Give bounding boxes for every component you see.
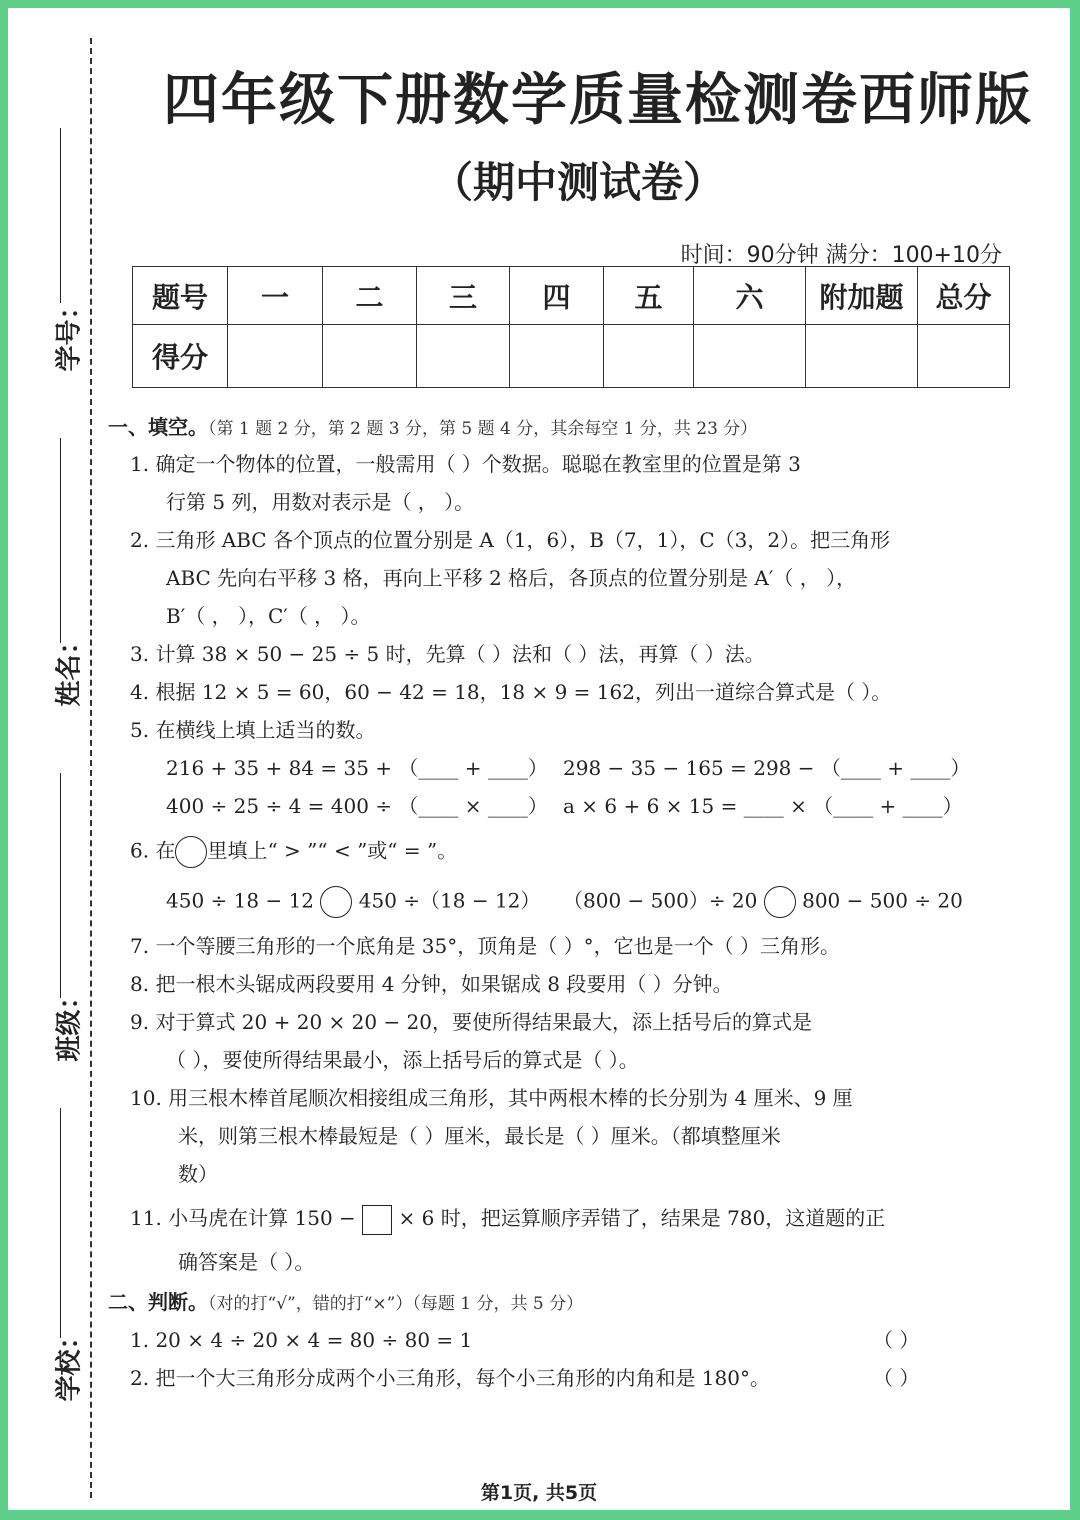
section1-note: （第 1 题 2 分，第 2 题 3 分，第 5 题 4 分，其余每空 1 分，共 23 分） bbox=[208, 419, 758, 439]
score-header-bonus: 附加题 bbox=[806, 267, 918, 325]
answer-box[interactable] bbox=[362, 1205, 392, 1235]
question-6-right-expr-b: 800 − 500 ÷ 20 bbox=[802, 888, 963, 913]
question-2-line-2: ABC 先向右平移 3 格，再向上平移 2 格后，各顶点的位置分别是 A′（ ， ）， bbox=[166, 566, 857, 590]
score-header-1: 一 bbox=[228, 267, 323, 325]
question-6-right-expr-a: （800 − 500）÷ 20 bbox=[563, 888, 758, 913]
question-11-line-1 bbox=[130, 1204, 885, 1235]
score-header-4: 四 bbox=[510, 267, 604, 325]
question-6 bbox=[130, 836, 457, 868]
score-header-3: 三 bbox=[417, 267, 510, 325]
question-10-line-3: 数） bbox=[178, 1162, 218, 1186]
question-1-line-1: 1. 确定一个物体的位置，一般需用（ ）个数据。聪聪在教室里的位置是第 3 bbox=[130, 452, 801, 476]
judge-question-1: 1. 20 × 4 ÷ 20 × 4 = 80 ÷ 80 = 1 bbox=[130, 1328, 473, 1352]
question-5-left-1: 216 + 35 + 84 = 35 + （____ + ____） bbox=[166, 756, 548, 780]
score-row-label: 得分 bbox=[133, 325, 228, 388]
question-6-right bbox=[563, 886, 963, 918]
score-cell[interactable] bbox=[918, 325, 1010, 388]
question-9-line-2: （ ），要使所得结果最小，添上括号后的算式是（ ）。 bbox=[166, 1048, 639, 1072]
score-header-2: 二 bbox=[323, 267, 417, 325]
score-cell[interactable] bbox=[806, 325, 918, 388]
time-score-info: 时间：90分钟 满分：100+10分 bbox=[680, 243, 1002, 268]
student-name-field[interactable] bbox=[30, 438, 90, 718]
class-label: 班级： bbox=[54, 983, 85, 1062]
question-8: 8. 把一根木头锯成两段要用 4 分钟，如果锯成 8 段要用（ ）分钟。 bbox=[130, 972, 733, 996]
student-id-field[interactable] bbox=[30, 128, 90, 372]
question-9-line-1: 9. 对于算式 20 + 20 × 20 − 20，要使所得结果最大，添上括号后的算式是 bbox=[130, 1010, 813, 1034]
student-id-underline bbox=[60, 128, 61, 303]
score-cell[interactable] bbox=[604, 325, 694, 388]
exam-title: 四年级下册数学质量检测卷西师版 bbox=[163, 68, 1033, 133]
question-6-left bbox=[166, 886, 540, 918]
question-5: 5. 在横线上填上适当的数。 bbox=[130, 718, 376, 742]
question-6-suffix: 里填上“ > ”“ < ”或“ = ”。 bbox=[207, 838, 458, 863]
student-id-label: 学号： bbox=[54, 293, 85, 372]
score-header-total: 总分 bbox=[918, 267, 1010, 325]
judge-question-2: 2. 把一个大三角形分成两个小三角形，每个小三角形的内角和是 180°。 bbox=[130, 1366, 770, 1390]
answer-circle[interactable] bbox=[320, 886, 352, 918]
score-header-tihao: 题号 bbox=[133, 267, 228, 325]
question-11-suffix: × 6 时，把运算顺序弄错了，结果是 780，这道题的正 bbox=[398, 1206, 886, 1230]
question-2-line-1: 2. 三角形 ABC 各个顶点的位置分别是 A（1，6），B（7，1），C（3，2）。把三角形 bbox=[130, 528, 891, 552]
score-cell[interactable] bbox=[417, 325, 510, 388]
judge-answer-2[interactable]: （ ） bbox=[873, 1366, 920, 1390]
question-11-line-2: 确答案是（ ）。 bbox=[178, 1250, 315, 1274]
question-1-line-2: 行第 5 列，用数对表示是（ ， ）。 bbox=[166, 490, 475, 514]
question-4: 4. 根据 12 × 5 = 60，60 − 42 = 18，18 × 9 = 162，列出一道综合算式是（ ）。 bbox=[130, 680, 892, 704]
score-header-5: 五 bbox=[604, 267, 694, 325]
question-5-right-2: a × 6 + 6 × 15 = ____ × （____ + ____） bbox=[563, 794, 963, 818]
exam-page bbox=[8, 8, 1070, 1510]
student-name-label: 姓名： bbox=[54, 628, 85, 707]
score-header-6: 六 bbox=[694, 267, 806, 325]
section1-heading-line bbox=[108, 413, 757, 443]
question-11-prefix: 11. 小马虎在计算 150 − bbox=[130, 1206, 356, 1230]
answer-circle[interactable] bbox=[764, 886, 796, 918]
question-5-left-2: 400 ÷ 25 ÷ 4 = 400 ÷ （____ × ____） bbox=[166, 794, 548, 818]
page-footer: 第1页, 共5页 bbox=[480, 1482, 598, 1504]
question-6-prefix: 6. 在 bbox=[130, 838, 176, 863]
judge-answer-1[interactable]: （ ） bbox=[873, 1328, 920, 1352]
question-10-line-2: 米，则第三根木棒最短是（ ）厘米，最长是（ ）厘米。（都填整厘米 bbox=[178, 1124, 781, 1148]
score-cell[interactable] bbox=[323, 325, 417, 388]
score-table bbox=[132, 266, 1010, 388]
compare-circle-icon bbox=[175, 836, 207, 868]
exam-subtitle: （期中测试卷） bbox=[430, 158, 725, 207]
school-label: 学校： bbox=[54, 1323, 85, 1402]
school-field[interactable] bbox=[30, 1108, 90, 1408]
section2-note: （对的打“√”，错的打“×”）（每题 1 分，共 5 分） bbox=[208, 1294, 584, 1314]
question-5-right-1: 298 − 35 − 165 = 298 − （____ + ____） bbox=[563, 756, 971, 780]
student-name-underline bbox=[60, 438, 61, 643]
score-cell[interactable] bbox=[228, 325, 323, 388]
class-underline bbox=[60, 773, 61, 998]
question-7: 7. 一个等腰三角形的一个底角是 35°，顶角是（ ）°，它也是一个（ ）三角形。 bbox=[130, 934, 840, 958]
score-cell[interactable] bbox=[694, 325, 806, 388]
question-6-left-expr-a: 450 ÷ 18 − 12 bbox=[166, 888, 315, 913]
score-cell[interactable] bbox=[510, 325, 604, 388]
class-field[interactable] bbox=[30, 773, 90, 1073]
section1-heading: 一、填空。 bbox=[108, 415, 208, 439]
question-6-left-expr-b: 450 ÷（18 − 12） bbox=[358, 888, 541, 913]
binding-dashed-line bbox=[90, 38, 92, 1498]
section2-heading-line bbox=[108, 1288, 583, 1318]
section2-heading: 二、判断。 bbox=[108, 1290, 208, 1314]
school-underline bbox=[60, 1108, 61, 1338]
question-10-line-1: 10. 用三根木棒首尾顺次相接组成三角形，其中两根木棒的长分别为 4 厘米、9 厘 bbox=[130, 1086, 853, 1110]
question-3: 3. 计算 38 × 50 − 25 ÷ 5 时，先算（ ）法和（ ）法，再算（ ）法。 bbox=[130, 642, 765, 666]
question-2-line-3: B′（ ， ），C′（ ， ）。 bbox=[166, 604, 371, 628]
